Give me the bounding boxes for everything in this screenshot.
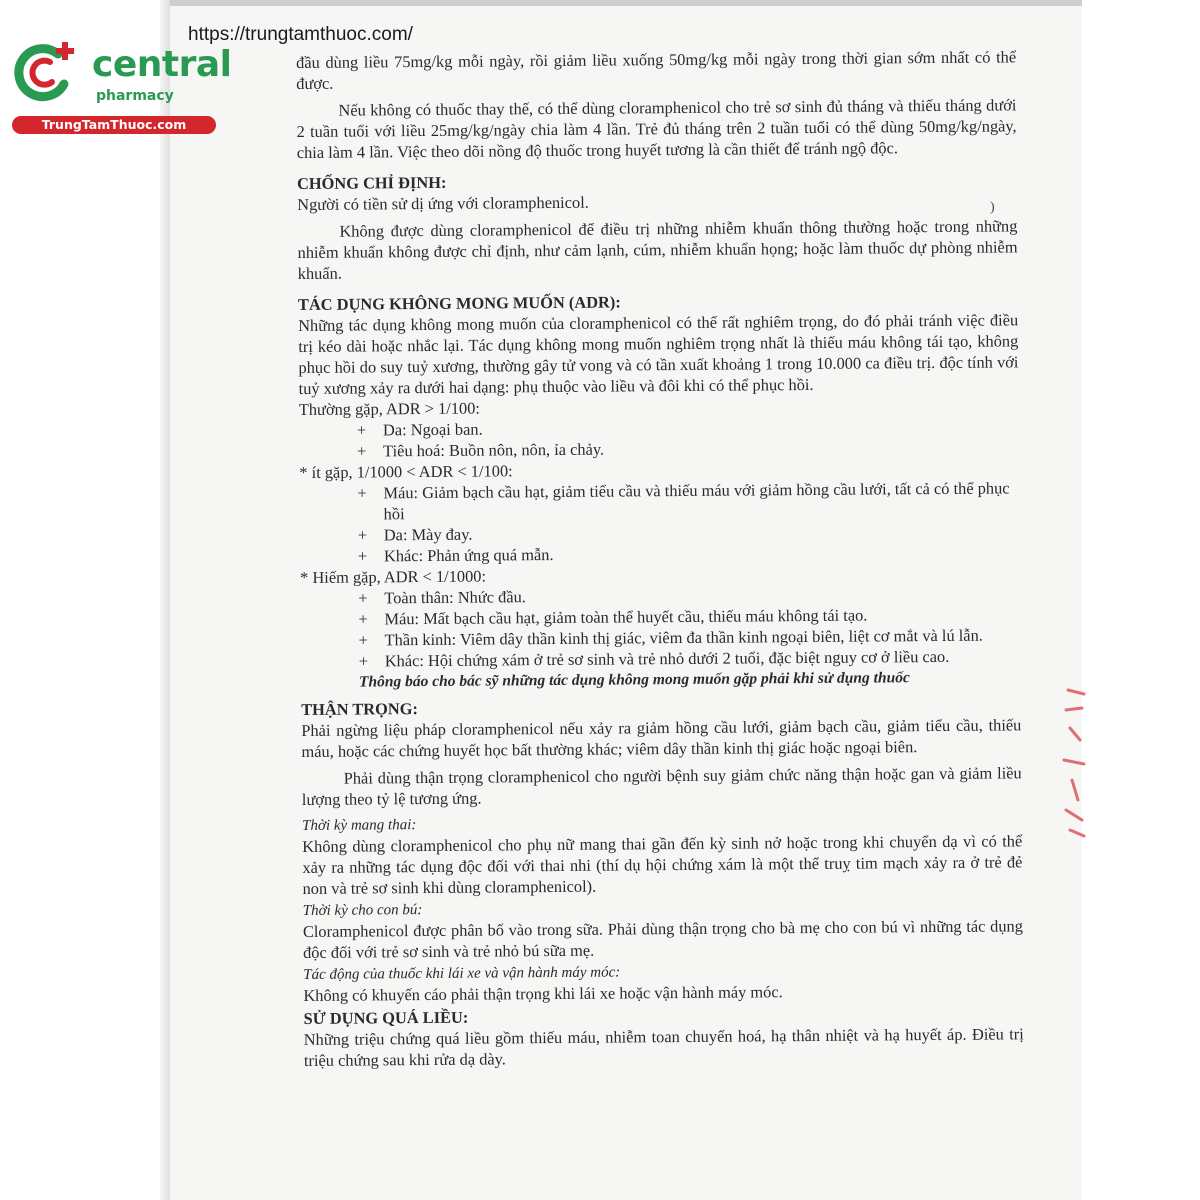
report-notice: Thông báo cho bác sỹ những tác dụng không mong muốn gặp phải khi sử dụng thuốc <box>358 669 910 691</box>
contraindication-2: Không được dùng cloramphenicol để điều trị những nhiễm khuẩn thông thường hoặc trong những nhiễm khuẩn không được chỉ định, như cảm lạnh, cúm, nhiễm khuẩn họng; hoặc làm thuốc dự phòng nhiễm khuẩn. <box>297 216 1018 283</box>
contraindication-1: Người có tiền sử dị ứng với cloramphenicol. <box>297 192 589 214</box>
precaution-1: Phải ngừng liệu pháp cloramphenicol nếu xảy ra giảm hồng cầu lưới, giảm bạch cầu, giảm tiểu cầu, thiếu máu, hoặc các chứng huyết học bất thường khác; viêm dây thần kinh thị giác hoặc ngoại biên. <box>301 715 1022 761</box>
adverse-effects-heading: TÁC DỤNG KHÔNG MONG MUỐN (ADR): <box>297 292 621 314</box>
overdose-text: Những triệu chứng quá liều gồm thiếu máu, nhiễm toan chuyển hoá, hạ thân nhiệt và hạ huyết áp. Điều trị triệu chứng sau khi rửa dạ dày. <box>303 1024 1024 1070</box>
list-item: + Da: Mày đay. <box>357 524 473 545</box>
adverse-effects-intro: Những tác dụng không mong muốn của cloramphenicol có thể rất nghiêm trọng, do đó phải tránh việc điều trị kéo dài hoặc nhắc lại. Tác dụng không mong muốn nghiêm trọng nhất là thiếu máu không tái tạo, không phục hồi do suy tuỷ xương, thường gây tử vong và có tần xuất khoảng 1 trong 10.000 ca điều trị. độc tính với tuỷ xương xảy ra dưới hai dạng: phụ thuộc vào liều và đôi khi có thể phục hồi. <box>298 310 1019 398</box>
newborn-dosage-text: Nếu không có thuốc thay thế, có thể dùng cloramphenicol cho trẻ sơ sinh đủ tháng và thiếu tháng dưới 2 tuần tuổi với liều 25mg/kg/ngày chia làm 4 lần. Trẻ đủ tháng trên 2 tuần tuổi có thể dùng 50mg/kg/ngày, chia làm 4 lần. Việc theo dõi nồng độ thuốc trong huyết tương là cần thiết để tránh ngộ độc. <box>296 95 1017 162</box>
contraindications-heading: CHỐNG CHỈ ĐỊNH: <box>296 172 447 193</box>
driving-text: Không có khuyến cáo phải thận trọng khi lái xe hoặc vận hành máy móc. <box>303 982 783 1005</box>
list-item: + Khác: Hội chứng xám ở trẻ sơ sinh và trẻ nhỏ dưới 2 tuổi, đặc biệt nguy cơ ở liều cao. <box>358 646 950 671</box>
lactation-text: Cloramphenicol được phân bố vào trong sữa. Phải dùng thận trọng cho bà mẹ cho con bú vì những tác dụng độc đối với trẻ sơ sinh và trẻ nhỏ bú sữa mẹ. <box>302 916 1023 962</box>
bullet-plus: + <box>358 651 369 671</box>
list-item: + Máu: Giảm bạch cầu hạt, giảm tiểu cầu và thiếu máu với giảm hồng cầu lưới, tất cả có thể phục hồi <box>357 478 1010 524</box>
leaflet-text <box>296 46 1024 1077</box>
bullet-plus: + <box>358 588 368 608</box>
scan-right-margin <box>1082 0 1200 1200</box>
driving-heading: Tác động của thuốc khi lái xe và vận hành máy móc: <box>303 964 621 983</box>
bullet-plus: + <box>358 630 368 650</box>
pregnancy-heading: Thời kỳ mang thai: <box>302 817 417 834</box>
scan-left-margin <box>0 0 168 1200</box>
bullet-plus: + <box>358 609 368 629</box>
pregnancy-text: Không dùng cloramphenicol cho phụ nữ mang thai gần đến kỳ sinh nở hoặc trong khi chuyển dạ vì có thể xảy ra những tác dụng độc đối với thai nhi (thí dụ hội chứng xám là một thể truỵ tim mạch xảy ra ở trẻ đẻ non và trẻ sơ sinh khi dùng cloramphenicol). <box>302 831 1023 898</box>
overdose-heading: SỬ DỤNG QUÁ LIỀU: <box>303 1007 469 1028</box>
medical-cross-c-icon <box>12 40 78 106</box>
list-item: + Tiêu hoá: Buồn nôn, nôn, ỉa chảy. <box>357 439 605 461</box>
list-item: + Toàn thân: Nhức đầu. <box>358 587 526 608</box>
page-top-edge <box>170 0 1082 6</box>
list-item: + Thần kinh: Viêm dây thần kinh thị giác, viêm đa thần kinh ngoại biên, liệt cơ mắt và lú lẫn. <box>358 625 983 650</box>
precaution-2: Phải dùng thận trọng cloramphenicol cho người bệnh suy giảm chức năng thận hoặc gan và giảm liều lượng theo tỷ lệ tương ứng. <box>301 763 1022 809</box>
lactation-heading: Thời kỳ cho con bú: <box>302 902 423 919</box>
bullet-plus: + <box>356 420 367 440</box>
logo-website-bar: TrungTamThuoc.com <box>12 116 216 134</box>
precautions-heading: THẬN TRỌNG: <box>301 699 418 719</box>
dosage-text: đầu dùng liều 75mg/kg mỗi ngày, rồi giảm liều xuống 50mg/kg mỗi ngày trong thời gian sớm nhất có thể được. <box>296 47 1017 93</box>
list-item: + Máu: Mất bạch cầu hạt, giảm toàn thể huyết cầu, thiếu máu không tái tạo. <box>358 605 868 629</box>
common-adr-heading: Thường gặp, ADR > 1/100: <box>298 398 481 419</box>
scan-speck: ) <box>990 200 995 215</box>
bullet-plus: + <box>357 483 367 503</box>
uncommon-adr-heading: * ít gặp, 1/1000 < ADR < 1/100: <box>299 461 513 482</box>
list-item: + Khác: Phản ứng quá mẫn. <box>357 544 554 566</box>
logo-subtitle: pharmacy <box>96 88 174 104</box>
logo-name: central <box>92 44 232 85</box>
bullet-plus: + <box>357 546 368 566</box>
source-url[interactable]: https://trungtamthuoc.com/ <box>188 24 413 45</box>
bullet-plus: + <box>357 525 368 545</box>
list-item: + Da: Ngoại ban. <box>356 419 483 440</box>
rare-adr-heading: * Hiếm gặp, ADR < 1/1000: <box>300 566 487 587</box>
central-pharmacy-logo[interactable] <box>8 36 232 136</box>
bullet-plus: + <box>357 441 367 461</box>
red-stamp-mark <box>1058 680 1088 840</box>
